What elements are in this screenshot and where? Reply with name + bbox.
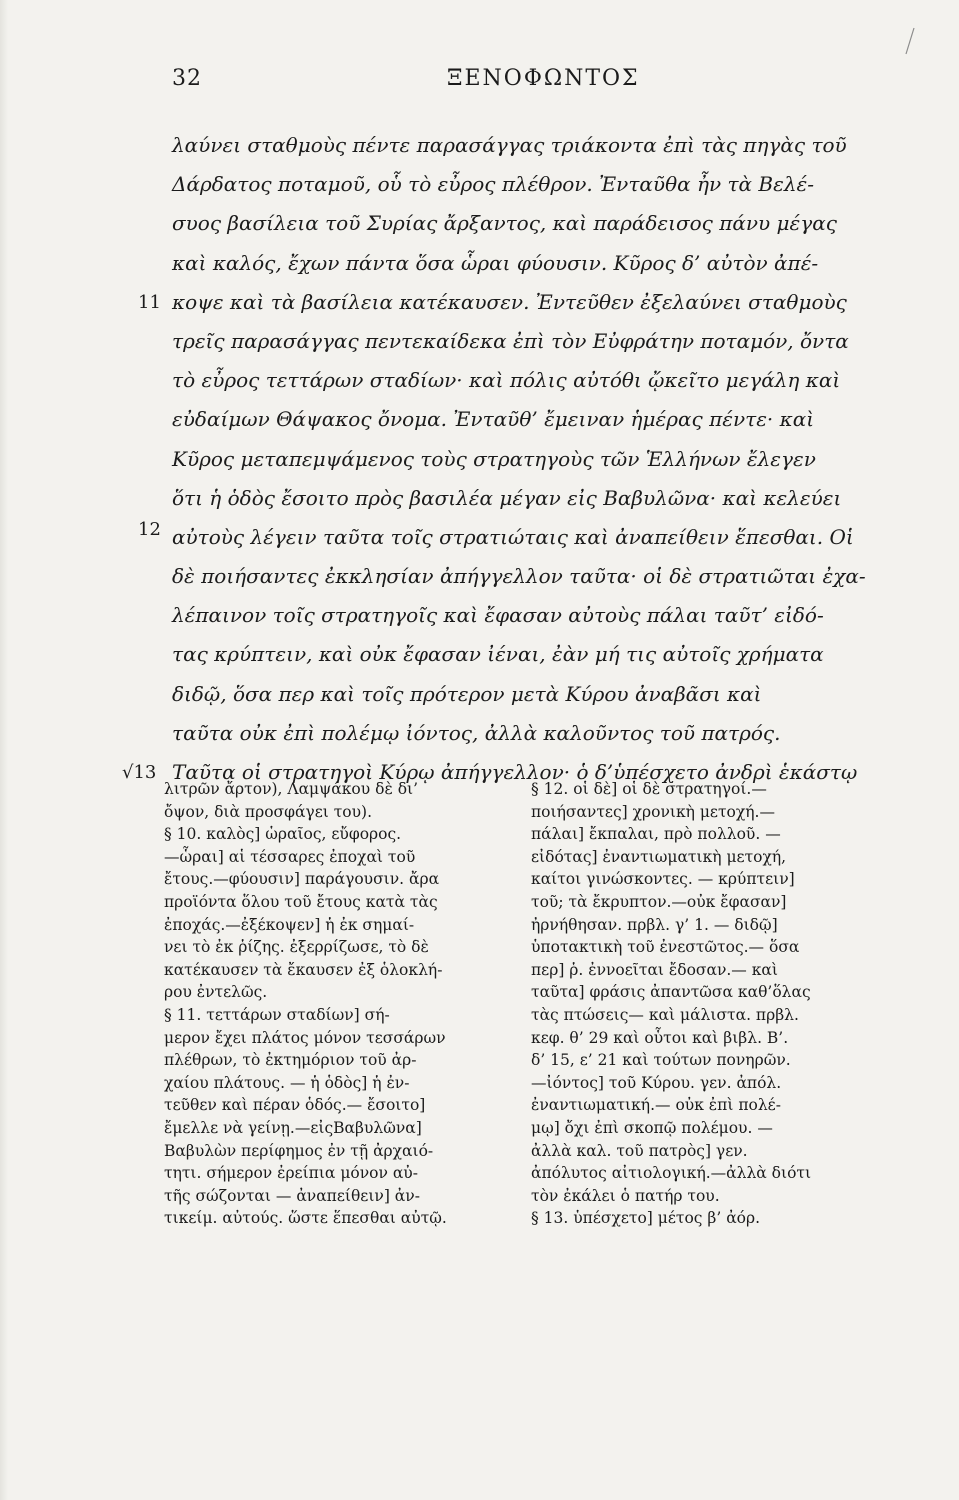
- note-line-text: τὰς πτώσεις— καὶ μάλιστα. πρβλ.: [531, 1005, 799, 1024]
- note-line: [531, 1117, 891, 1140]
- main-text: [122, 126, 888, 792]
- note-line-text: τικείμ. αὐτούς. ὥστε ἕπεσθαι αὐτῷ.: [164, 1209, 447, 1228]
- note-line: [531, 1162, 891, 1185]
- note-line: [531, 1185, 891, 1208]
- section-number: 11: [138, 291, 161, 313]
- text-line-content: Δάρδατος ποταμοῦ, οὗ τὸ εὖρος πλέθρον. Ἐνταῦθα ἦν τὰ Βελέ-: [172, 172, 814, 197]
- note-line: [164, 959, 524, 982]
- note-line-text: —ὧραι] αἱ τέσσαρες ἐποχαὶ τοῦ: [164, 847, 416, 866]
- text-line: [172, 204, 888, 243]
- note-line-text: τητι. σήμερον ἐρείπια μόνον αὐ-: [164, 1164, 418, 1183]
- note-line: [531, 1072, 891, 1095]
- note-line: [164, 1207, 524, 1230]
- text-line: [172, 126, 888, 165]
- note-line: [531, 823, 891, 846]
- note-line: [531, 1049, 891, 1072]
- text-line: [172, 400, 888, 439]
- text-line: [172, 440, 888, 479]
- note-line-text: τοῦ; τὰ ἔκρυπτον.—οὐκ ἔφασαν]: [531, 892, 787, 911]
- text-line-content: κοψε καὶ τὰ βασίλεια κατέκαυσεν. Ἐντεῦθεν ἐξελαύνει σταθμοὺς: [172, 289, 847, 314]
- note-line-text: ἀλλὰ καλ. τοῦ πατρὸς] γεν.: [531, 1141, 748, 1160]
- note-line-text: ρου ἐντελῶς.: [164, 983, 268, 1002]
- note-line-text: προϊόντα ὅλου τοῦ ἔτους κατὰ τὰς: [164, 892, 438, 911]
- text-line: [172, 361, 888, 400]
- note-line: [164, 1162, 524, 1185]
- note-line-text: χαίου πλάτους. — ἡ ὁδὸς] ἡ ἐν-: [164, 1073, 410, 1092]
- note-line: [164, 778, 524, 801]
- text-line: [172, 244, 888, 283]
- text-line-content: ταῦτα οὐκ ἐπὶ πολέμῳ ἰόντος, ἀλλὰ καλοῦντος τοῦ πατρός.: [172, 720, 781, 745]
- note-line: [164, 801, 524, 824]
- text-line-content: δὲ ποιήσαντες ἐκκλησίαν ἀπήγγελλον ταῦτα· οἱ δὲ στρατιῶται ἐχα-: [172, 564, 866, 589]
- note-line: [164, 1072, 524, 1095]
- note-line-text: ἐναντιωματική.— οὐκ ἐπὶ πολέ-: [531, 1096, 781, 1115]
- text-line: [138, 518, 888, 557]
- text-line: [172, 165, 888, 204]
- note-line: [531, 1094, 891, 1117]
- note-line: [164, 1094, 524, 1117]
- page-fold-shadow: [0, 0, 8, 1500]
- text-line: [172, 635, 888, 674]
- note-line: [531, 981, 891, 1004]
- note-line-text: κεφ. θ’ 29 καὶ οὗτοι καὶ βιβλ. Β’.: [531, 1028, 789, 1047]
- note-line: [164, 1140, 524, 1163]
- note-line: [164, 1027, 524, 1050]
- note-line-text: δ’ 15, ε’ 21 καὶ τούτων πονηρῶν.: [531, 1051, 791, 1070]
- note-line: [164, 981, 524, 1004]
- note-line: [164, 891, 524, 914]
- note-line-text: μερον ἔχει πλάτος μόνον τεσσάρων: [164, 1028, 446, 1047]
- note-line-text: κατέκαυσεν τὰ ἔκαυσεν ἐξ ὁλοκλή-: [164, 960, 443, 979]
- note-line-text: § 10. καλὸς] ὡραῖος, εὔφορος.: [164, 825, 402, 844]
- text-line-content: Ταῦτα οἱ στρατηγοὶ Κύρῳ ἀπήγγελλον· ὁ δ’ὑπέσχετο ἀνδρὶ ἑκάστῳ: [172, 760, 858, 784]
- note-line-text: περ] ῥ. ἐννοεῖται ἔδοσαν.— καὶ: [531, 960, 778, 979]
- note-line-text: μῳ] ὄχι ἐπὶ σκοπῷ πολέμου. —: [531, 1118, 773, 1137]
- note-line-text: —ἰόντος] τοῦ Κύρου. γεν. ἀπόλ.: [531, 1073, 782, 1092]
- note-line: [164, 1049, 524, 1072]
- commentary-right-column: [531, 778, 891, 1230]
- section-number: √13: [122, 762, 157, 783]
- note-line: [164, 868, 524, 891]
- note-line-text: ποιήσαντες] χρονικὴ μετοχή.—: [531, 802, 775, 821]
- text-line: [138, 283, 888, 322]
- pencil-mark-icon: [902, 26, 918, 56]
- note-line-text: τεῦθεν καὶ πέραν ὁδός.— ἔσοιτο]: [164, 1096, 426, 1115]
- note-line-text: τῆς σώζονται — ἀναπείθειν] ἀν-: [164, 1186, 420, 1205]
- page-header: [172, 66, 872, 100]
- note-line-text: ταῦτα] φράσις ἀπαντῶσα καθ’ὅλας: [531, 983, 811, 1002]
- note-line-text: ἀπόλυτος αἰτιολογική.—ἀλλὰ διότι: [531, 1164, 812, 1183]
- note-line: [531, 936, 891, 959]
- note-line-text: § 13. ὑπέσχετο] μέτος β’ ἀόρ.: [531, 1209, 761, 1228]
- note-line: [531, 1140, 891, 1163]
- note-line-text: νει τὸ ἐκ ῥίζης. ἐξερρίζωσε, τὸ δὲ: [164, 938, 429, 957]
- note-line-text: ὄψον, διὰ προσφάγει του).: [164, 802, 373, 821]
- page-number: 32: [172, 66, 202, 91]
- text-line-content: τρεῖς παρασάγγας πεντεκαίδεκα ἐπὶ τὸν Εὐφράτην ποταμόν, ὄντα: [172, 328, 849, 353]
- text-line-content: Κῦρος μεταπεμψάμενος τοὺς στρατηγοὺς τῶν Ἑλλήνων ἔλεγεν: [172, 446, 816, 471]
- note-line: [164, 914, 524, 937]
- commentary-left-column: [164, 778, 524, 1230]
- note-line-text: λιτρῶν ἄρτον), Λαμψάκου δὲ δι’: [164, 780, 419, 798]
- note-line: [164, 846, 524, 869]
- note-line: [164, 1117, 524, 1140]
- section-number: 12: [138, 518, 161, 540]
- note-line-text: καίτοι γινώσκοντες. — κρύπτειν]: [531, 870, 795, 889]
- text-line: [172, 322, 888, 361]
- note-line-text: πλέθρων, τὸ ἐκτημόριον τοῦ ἀρ-: [164, 1051, 417, 1070]
- note-line: [164, 936, 524, 959]
- text-line-content: διδῷ, ὅσα περ καὶ τοῖς πρότερον μετὰ Κύρου ἀναβᾶσι καὶ: [172, 681, 762, 706]
- text-line-content: εὐδαίμων Θάψακος ὄνομα. Ἐνταῦθ’ ἔμειναν ἡμέρας πέντε· καὶ: [172, 407, 815, 432]
- note-line-text: ὑποτακτικὴ τοῦ ἐνεστῶτος.— ὅσα: [531, 938, 800, 957]
- text-line: [172, 714, 888, 753]
- note-line: [531, 914, 891, 937]
- note-line-text: πάλαι] ἔκπαλαι, πρὸ πολλοῦ. —: [531, 825, 781, 844]
- note-line-text: Βαβυλὼν περίφημος ἐν τῇ ἀρχαιό-: [164, 1141, 434, 1160]
- note-line-text: § 11. τεττάρων σταδίων] σή-: [164, 1005, 390, 1024]
- note-line: [164, 1004, 524, 1027]
- text-line-content: τὸ εὖρος τεττάρων σταδίων· καὶ πόλις αὐτόθι ᾤκεῖτο μεγάλη καὶ: [172, 368, 841, 393]
- note-line-text: τὸν ἐκάλει ὁ πατήρ του.: [531, 1186, 720, 1205]
- text-line-content: ὅτι ἡ ὁδὸς ἔσοιτο πρὸς βασιλέα μέγαν εἰς Βαβυλῶνα· καὶ κελεύει: [172, 485, 842, 510]
- note-line: [164, 1185, 524, 1208]
- note-line: [531, 778, 891, 801]
- text-line-content: συος βασίλεια τοῦ Συρίας ἄρξαντος, καὶ παράδεισος πάνυ μέγας: [172, 211, 837, 236]
- note-line: [531, 868, 891, 891]
- text-line-content: τας κρύπτειν, καὶ οὐκ ἔφασαν ἰέναι, ἐὰν μή τις αὐτοῖς χρήματα: [172, 642, 824, 667]
- note-line: [531, 846, 891, 869]
- text-line: [172, 596, 888, 635]
- text-line: [172, 557, 888, 596]
- note-line-text: ἔτους.—φύουσιν] παράγουσιν. ἄρα: [164, 870, 440, 889]
- note-line: [531, 801, 891, 824]
- note-line-text: εἰδότας] ἐναντιωματικὴ μετοχή,: [531, 847, 787, 866]
- text-line-content: καὶ καλός, ἔχων πάντα ὅσα ὧραι φύουσιν. Κῦρος δ’ αὐτὸν ἀπέ-: [172, 250, 819, 275]
- text-line-content: λέπαινον τοῖς στρατηγοῖς καὶ ἔφασαν αὐτοὺς πάλαι ταῦτ’ εἰδό-: [172, 603, 824, 628]
- note-line: [164, 823, 524, 846]
- note-line-text: ἔμελλε νὰ γείνῃ.—εἰςΒαβυλῶνα]: [164, 1118, 422, 1137]
- note-line: [531, 891, 891, 914]
- note-line: [531, 1207, 891, 1230]
- note-line: [531, 1027, 891, 1050]
- text-line-content: λαύνει σταθμοὺς πέντε παρασάγγας τριάκοντα ἐπὶ τὰς πηγὰς τοῦ: [172, 133, 847, 157]
- note-line: [531, 1004, 891, 1027]
- note-line: [531, 959, 891, 982]
- text-line: [172, 479, 888, 518]
- running-title: ΞΕΝΟΦΩΝΤΟΣ: [447, 66, 640, 91]
- text-line-content: αὐτοὺς λέγειν ταῦτα τοῖς στρατιώταις καὶ ἀναπείθειν ἕπεσθαι. Οἱ: [172, 524, 854, 549]
- text-line: [172, 675, 888, 714]
- note-line-text: ἠρνήθησαν. πρβλ. γ’ 1. — διδῷ]: [531, 915, 778, 934]
- note-line-text: § 12. οἱ δὲ] οἱ δὲ στρατηγοί.—: [531, 780, 767, 798]
- note-line-text: ἐποχάς.—ἐξέκοψεν] ἡ ἐκ σημαί-: [164, 915, 415, 934]
